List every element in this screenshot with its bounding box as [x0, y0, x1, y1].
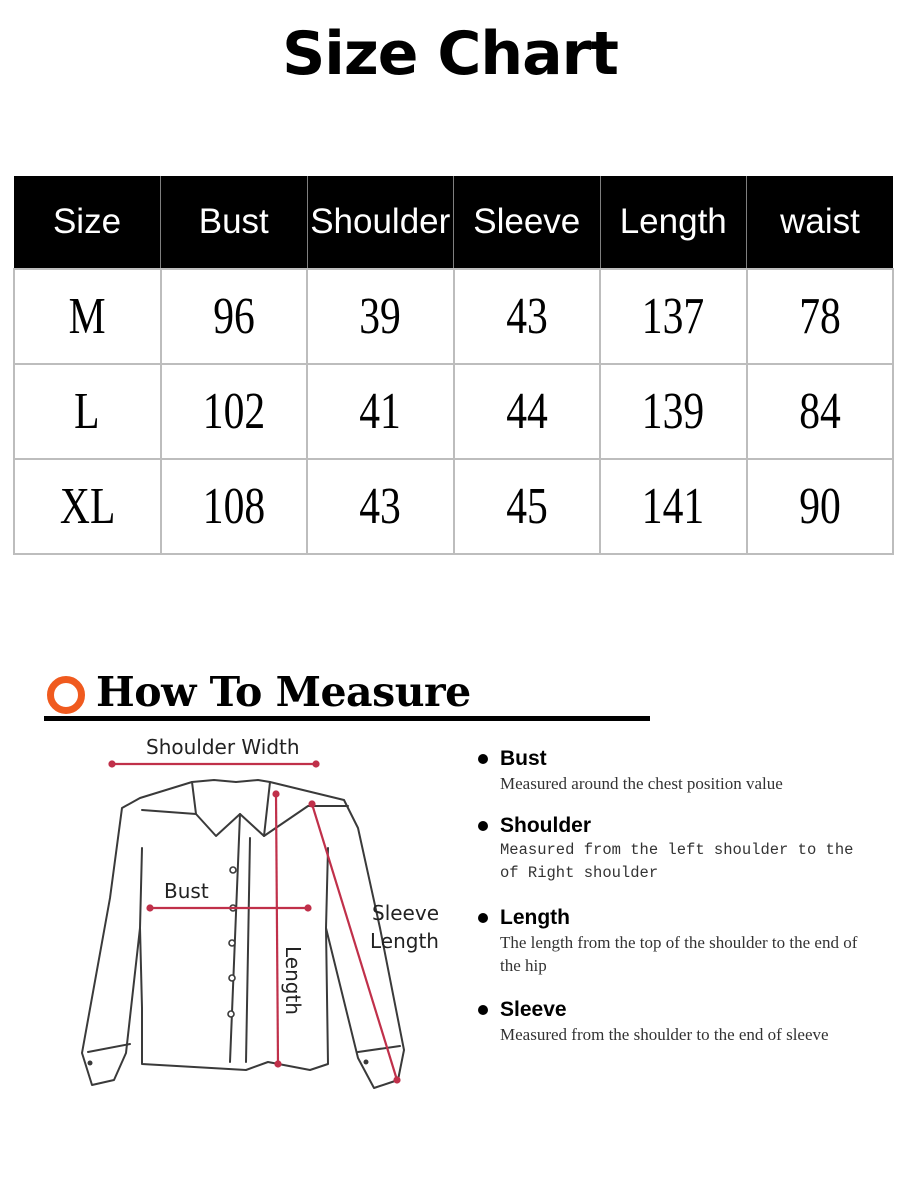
- shirt-button: [229, 975, 235, 981]
- list-item: [476, 813, 876, 885]
- table-row: [14, 269, 893, 364]
- cell-value: 96: [212, 288, 255, 345]
- cuff-button: [88, 1061, 93, 1066]
- how-to-measure-title: How To Measure: [96, 668, 471, 716]
- column-header-size: Size: [14, 176, 161, 269]
- cell-value: 43: [505, 288, 548, 345]
- table-cell: [454, 364, 601, 459]
- list-item: [476, 905, 876, 977]
- bullet-icon: [478, 821, 488, 831]
- sleeve-length-label: Length: [370, 929, 439, 953]
- shirt-cuff-right: [358, 1046, 400, 1052]
- cell-value: 108: [202, 478, 265, 535]
- cell-value: 44: [505, 383, 548, 440]
- table-cell: [600, 459, 747, 554]
- cell-value: 78: [798, 288, 841, 345]
- table-cell: [747, 459, 894, 554]
- table-cell: [600, 364, 747, 459]
- measure-definition: Measured from the shoulder to the end of sleeve: [500, 1025, 829, 1044]
- table-cell: [14, 459, 161, 554]
- shirt-cuff-left: [88, 1044, 130, 1052]
- cell-value: XL: [59, 478, 115, 535]
- shirt-collar: [192, 780, 270, 836]
- table-row: [14, 364, 893, 459]
- table-cell: [161, 364, 308, 459]
- table-cell: [307, 459, 454, 554]
- table-cell: [14, 269, 161, 364]
- column-header-bust: Bust: [161, 176, 308, 269]
- length-line: [276, 794, 278, 1064]
- shoulder-width-label: Shoulder Width: [146, 735, 300, 759]
- bust-label: Bust: [164, 879, 209, 903]
- bullet-icon: [478, 1005, 488, 1015]
- length-label: Length: [281, 946, 305, 1015]
- cell-value: 102: [202, 383, 265, 440]
- cell-value: 84: [798, 383, 841, 440]
- heading-underline: [44, 716, 650, 721]
- table-cell: [454, 459, 601, 554]
- measure-description-list: [476, 746, 876, 1046]
- list-item: [476, 997, 876, 1046]
- cell-value: 139: [642, 383, 705, 440]
- measure-definition-line: Measured from the left shoulder to the: [500, 841, 854, 859]
- table-header-row: [14, 176, 893, 269]
- table-cell: [161, 269, 308, 364]
- cell-value: 141: [642, 478, 705, 535]
- measure-term: Sleeve: [500, 998, 567, 1021]
- cell-value: 137: [642, 288, 705, 345]
- table-cell: [307, 364, 454, 459]
- bullet-icon: [478, 913, 488, 923]
- measure-definition: The length from the top of the shoulder to the end of the hip: [500, 933, 858, 975]
- measure-term: Length: [500, 906, 570, 929]
- measure-definition: Measured around the chest position value: [500, 774, 783, 793]
- table-cell: [161, 459, 308, 554]
- table-cell: [307, 269, 454, 364]
- measure-term: Shoulder: [500, 814, 592, 837]
- shirt-outline: [82, 782, 404, 1088]
- shirt-button: [230, 867, 236, 873]
- cell-value: 43: [359, 478, 402, 535]
- size-table: [13, 176, 894, 555]
- table-cell: [14, 364, 161, 459]
- table-cell: [747, 364, 894, 459]
- table-cell: [747, 269, 894, 364]
- shirt-button: [228, 1011, 234, 1017]
- shirt-measure-diagram: [40, 728, 470, 1098]
- cell-value: 90: [798, 478, 841, 535]
- column-header-waist: waist: [747, 176, 894, 269]
- cell-value: 45: [505, 478, 548, 535]
- column-header-shoulder: Shoulder: [307, 176, 454, 269]
- cell-value: L: [74, 383, 100, 440]
- measure-definition-line: of Right shoulder: [500, 864, 659, 882]
- shirt-button: [229, 940, 235, 946]
- cell-value: 39: [359, 288, 402, 345]
- table-cell: [454, 269, 601, 364]
- bullet-icon: [478, 754, 488, 764]
- column-header-sleeve: Sleeve: [454, 176, 601, 269]
- cell-value: M: [68, 288, 106, 345]
- cell-value: 41: [359, 383, 402, 440]
- column-header-length: Length: [600, 176, 747, 269]
- how-to-measure-header: [44, 666, 650, 722]
- cuff-button: [364, 1060, 369, 1065]
- table-row: [14, 459, 893, 554]
- sleeve-label: Sleeve: [372, 901, 440, 925]
- list-item: [476, 746, 876, 795]
- measure-term: Bust: [500, 747, 547, 770]
- circle-bullet-icon: [47, 676, 85, 714]
- page-title: Size Chart: [282, 19, 618, 89]
- table-cell: [600, 269, 747, 364]
